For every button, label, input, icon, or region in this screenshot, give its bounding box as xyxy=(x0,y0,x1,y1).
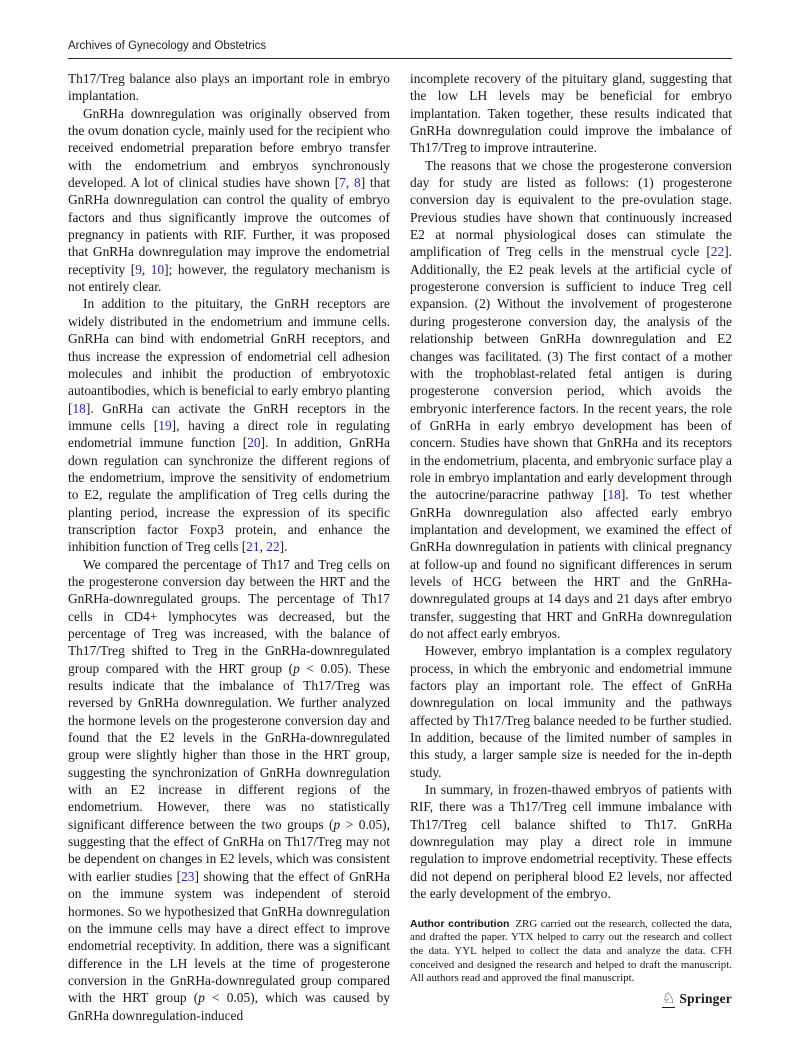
citation-link[interactable]: 19 xyxy=(158,417,172,433)
citation-link[interactable]: 23 xyxy=(181,868,195,884)
citation-link[interactable]: 18 xyxy=(607,487,621,503)
paragraph: However, embryo implantation is a complex regulatory process, in which the embryonic and endometrial immune factors play an important role. The effect of GnRHa downregulation on local immunity and the pathways affected by Th17/Treg balance needed to be further studied. In addition, because of the limited number of samples in this study, a larger sample size is needed for the in-depth study. xyxy=(410,643,732,780)
left-column-paragraphs xyxy=(68,70,390,1024)
citation-link[interactable]: 21 xyxy=(246,539,260,555)
author-contribution-note xyxy=(410,918,732,987)
paragraph: incomplete recovery of the pituitary gland, suggesting that the low LH levels may be beneficial for embryo implantation. Taken together, these results indicated that GnRHa downregulation could improve the imbalance of Th17/Treg to improve intrauterine. xyxy=(410,71,732,156)
citation-link[interactable]: 7 xyxy=(339,175,346,191)
italic-text: p xyxy=(198,990,205,1006)
citation-link[interactable]: 22 xyxy=(266,539,280,555)
citation-link[interactable]: 8 xyxy=(354,175,361,191)
journal-title: Archives of Gynecology and Obstetrics xyxy=(68,40,267,52)
left-column xyxy=(68,70,390,1024)
citation-link[interactable]: 22 xyxy=(710,244,725,260)
citation-link[interactable]: 18 xyxy=(72,400,86,416)
author-contribution-text: ZRG carried out the research, collected the data, and drafted the paper. YTX helped to carry out the research and collect the data. YYL helped to collect the data and analyze the data. CFH conceived and designed the research and helped to draft the manuscript. All authors read and approved the final manuscript. xyxy=(410,917,732,985)
paragraph: In summary, in frozen-thawed embryos of patients with RIF, there was a Th17/Treg cell immune imbalance with Th17/Treg cell balance shifted to Th17. GnRHa downregulation may play a direct role in immune regulation to improve endometrial receptivity. These effects did not depend on peripheral blood E2 levels, nor affected the early development of the embryo. xyxy=(410,782,732,902)
paragraph: In addition to the pituitary, the GnRH receptors are widely distributed in the endometrium and immune cells. GnRHa can bind with endometrial GnRH receptors, and thus increase the expression of endometrial cell adhesion molecules and inhibit the production of embryotoxic autoantibodies, which is beneficial to early embryo planting [18]. GnRHa can activate the GnRH receptors in the immune cells [19], having a direct role in regulating endometrial immune function [20]. In addition, GnRHa down regulation can synchronize the different regions of the endometrium, improve the sensitivity of endometrium to E2, regulate the amplification of Treg cells during the planting period, increase the expression of its specific transcription factor Foxp3 protein, and enhance the inhibition function of Treg cells [21, 22]. xyxy=(68,296,390,555)
author-contribution-heading: Author contribution xyxy=(410,917,510,930)
citation-link[interactable]: 10 xyxy=(150,261,165,277)
citation-link[interactable]: 9 xyxy=(135,261,142,277)
paragraph: The reasons that we chose the progesterone conversion day for study are listed as follows: (1) progesterone conversion day is equivalent to the pre-ovulation stage. Previous studies have shown that continuously increased E2 at normal physiological doses can stimulate the amplification of Treg cells in the menstrual cycle [22]. Additionally, the E2 peak levels at the artificial cycle of progesterone conversion is sufficient to induce Treg cell expansion. (2) Without the involvement of progesterone during progesterone conversion day, the analysis of the relationship between GnRHa downregulation and E2 changes was facilitated. (3) The first contact of a mother with the trophoblast-related fetal antigen is during progesterone conversion period, which avoids the embryonic interference factors. In the recent years, the role of GnRHa in early embryo development has been of concern. Studies have shown that GnRHa and its receptors in the endometrium, placenta, and embryonic surface play a role in embryo implantation and early development through the autocrine/paracrine pathway [18]. To test whether GnRHa downregulation also affected early embryo implantation and development, we examined the effect of GnRHa downregulation in patients with clinical pregnancy at follow-up and found no significant differences in serum levels of HCG between the HRT and the GnRHa-downregulated groups at 14 days and 21 days after embryo transfer, suggesting that HRT and GnRHa downregulation do not affect early embryos. xyxy=(410,157,732,641)
running-head xyxy=(68,40,732,52)
paragraph: Th17/Treg balance also plays an important role in embryo implantation. xyxy=(68,71,390,104)
paragraph: GnRHa downregulation was originally observed from the ovum donation cycle, mainly used for the recipient who received endometrial preparation before embryo transfer with the endometrium and embryos synchronously developed. A lot of clinical studies have shown [7, 8] that GnRHa downregulation can control the quality of embryo factors and thus significantly improve the outcomes of pregnancy in patients with RIF. Further, it was proposed that GnRHa downregulation may improve the endometrial receptivity [9, 10]; however, the regulatory mechanism is not entirely clear. xyxy=(68,105,390,295)
italic-text: p xyxy=(333,816,341,832)
springer-horse-icon: ♘ xyxy=(661,991,676,1007)
springer-wordmark: Springer xyxy=(679,991,732,1006)
citation-link[interactable]: 20 xyxy=(247,435,261,451)
page-footer xyxy=(662,991,732,1008)
right-column-paragraphs xyxy=(410,70,732,903)
header-rule xyxy=(68,58,732,59)
italic-text: p xyxy=(293,660,300,676)
right-column xyxy=(410,70,732,1024)
article-body xyxy=(68,70,732,1024)
paragraph: We compared the percentage of Th17 and Treg cells on the progesterone conversion day between the HRT and the GnRHa-downregulated groups. The percentage of Th17 cells in CD4+ lymphocytes was decreased, but the percentage of Treg was increased, with the balance of Th17/Treg shifted to Treg in the GnRHa-downregulated group compared with the HRT group (p < 0.05). These results indicate that the imbalance of Th17/Treg was reversed by GnRHa downregulation. We further analyzed the hormone levels on the progesterone conversion day and found that the E2 levels in the GnRHa-downregulated group were slightly higher than those in the HRT group, suggesting the synchronization of GnRHa downregulation with an E2 increase in different regions of the endometrium. However, there was no statistically significant difference between the two groups (p > 0.05), suggesting that the effect of GnRHa on Th17/Treg may not be dependent on changes in E2 levels, which was consistent with earlier studies [23] showing that the effect of GnRHa on the immune system was independent of steroid hormones. So we hypothesized that GnRHa downregulation on the immune cells may have a direct effect to improve endometrial receptivity. In addition, there was a significant difference in the LH levels at the time of progesterone conversion in the GnRHa-downregulated group compared with the HRT group (p < 0.05), which was caused by GnRHa downregulation-induced xyxy=(68,556,390,1023)
